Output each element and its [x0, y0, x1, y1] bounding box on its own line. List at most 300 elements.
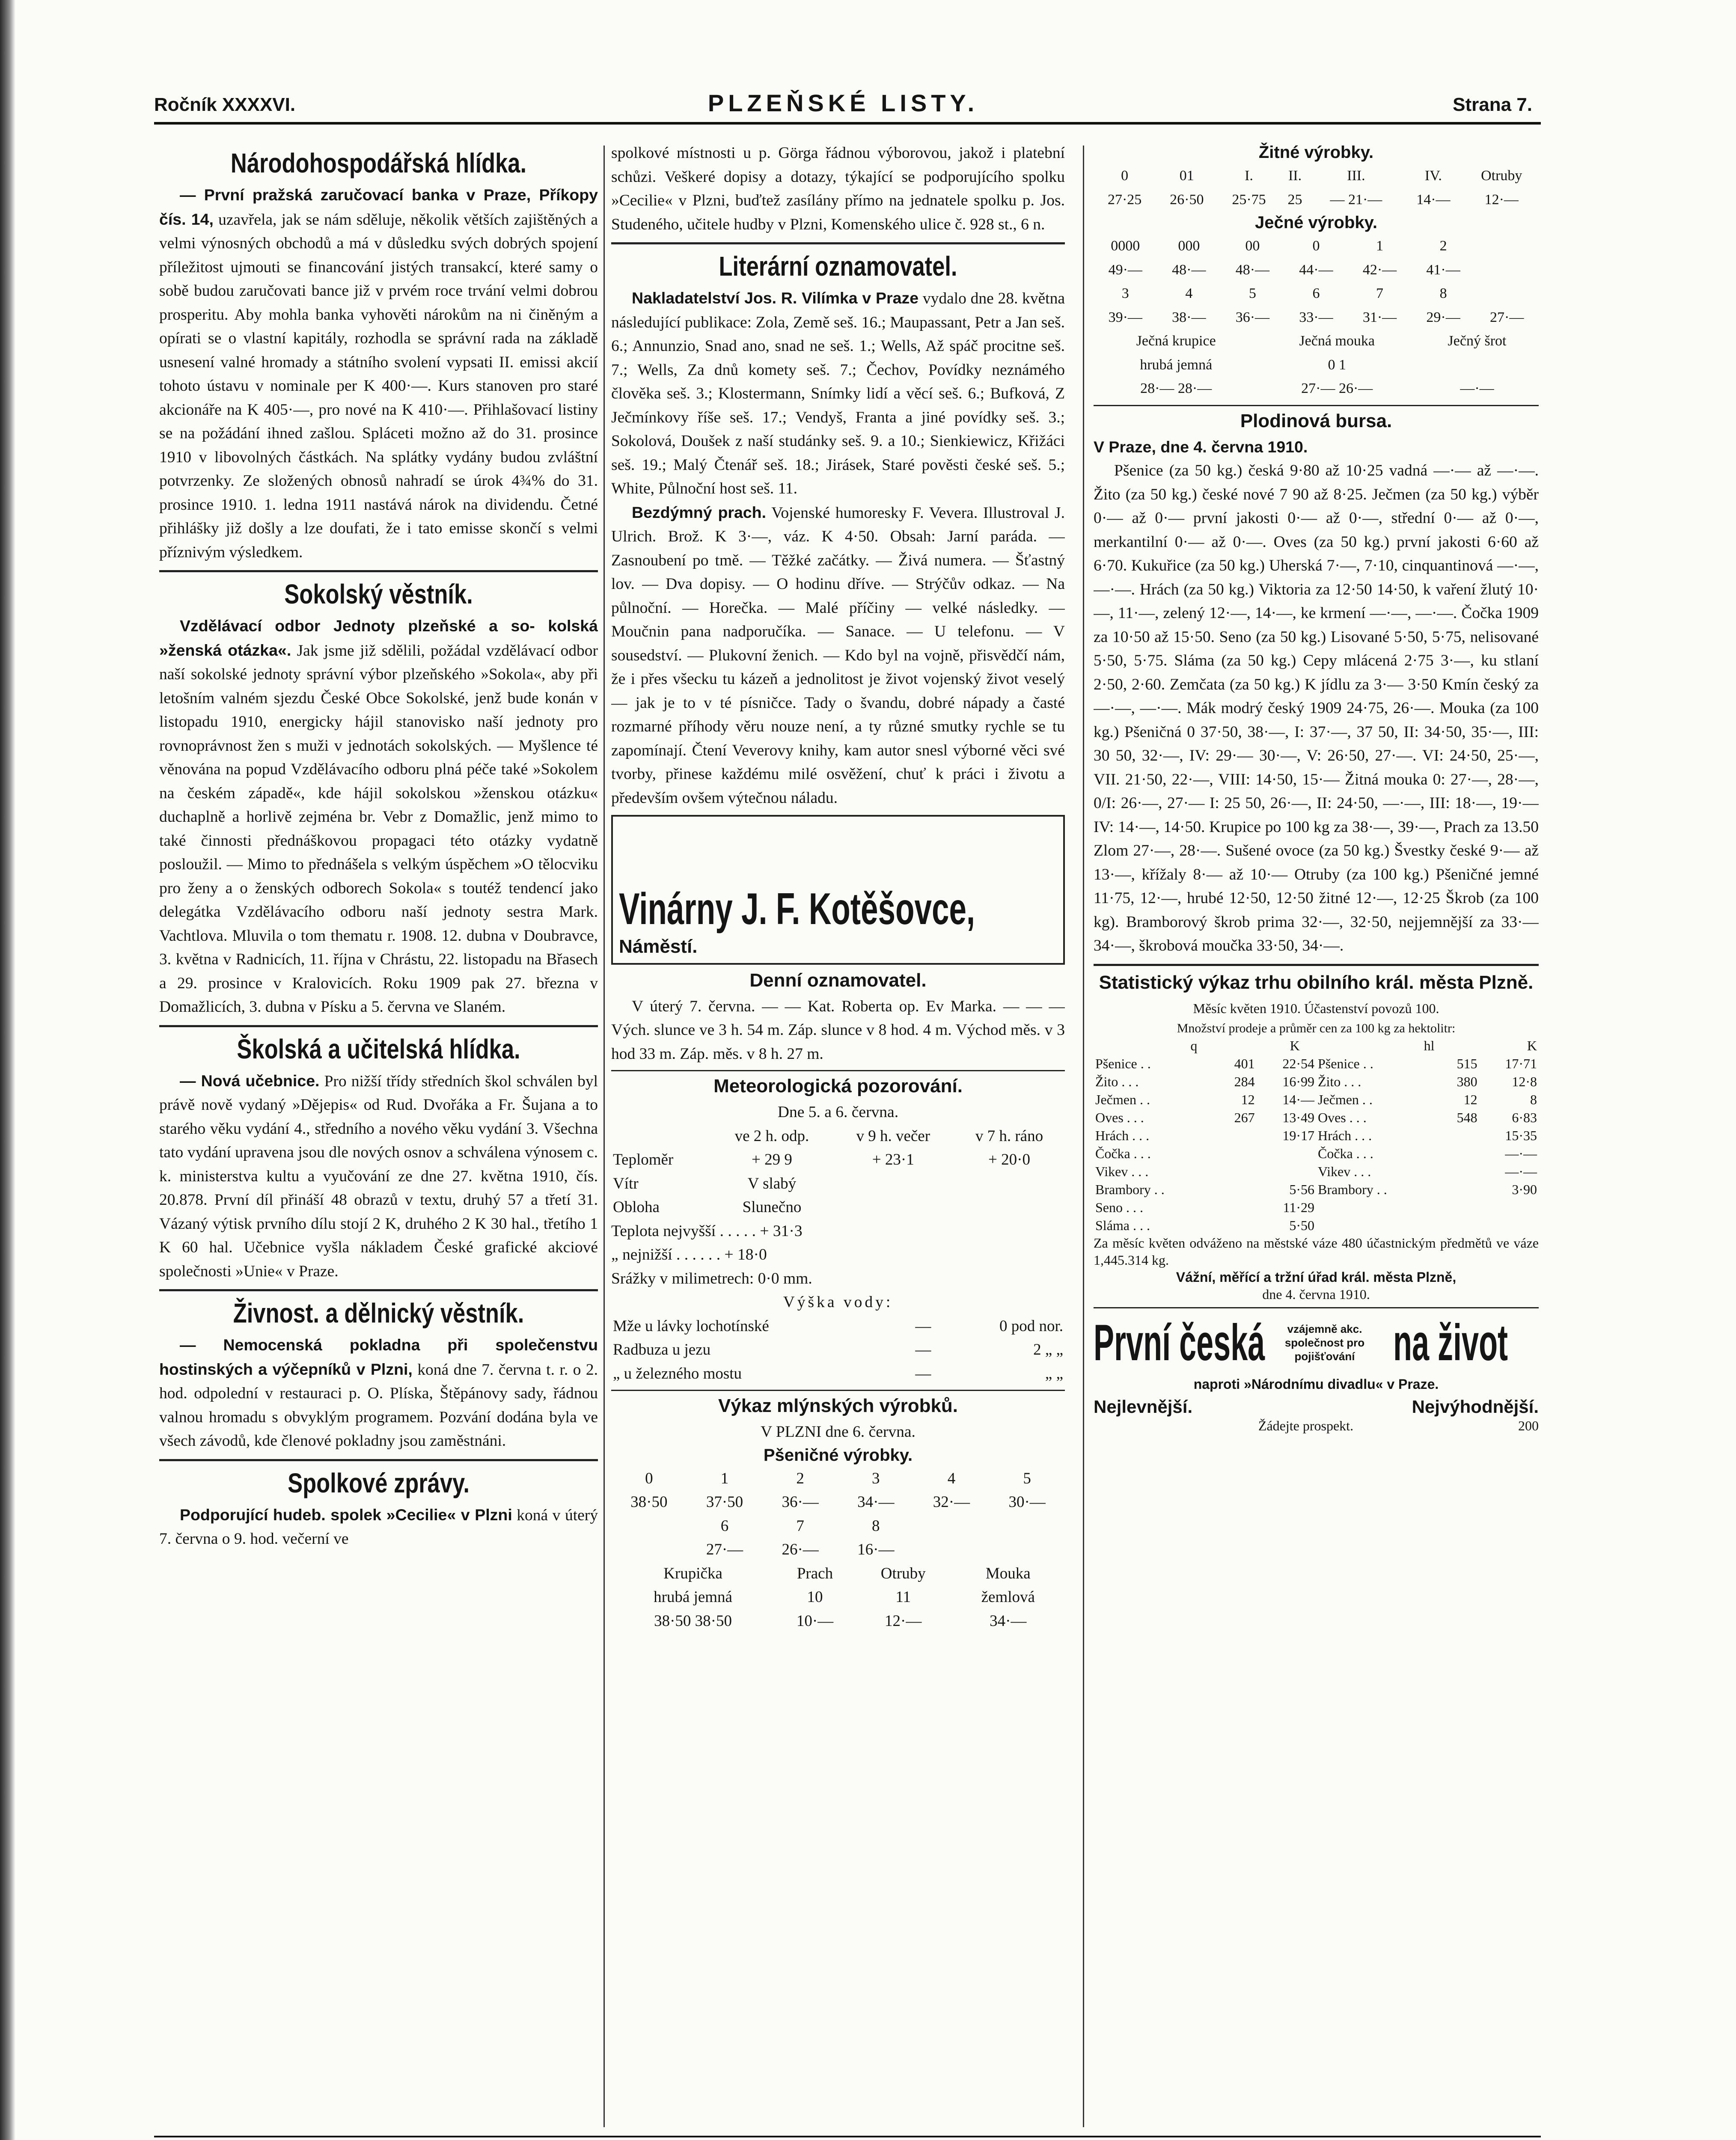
section-divider — [159, 1025, 598, 1027]
statistics-cell — [1479, 1216, 1539, 1234]
weather-cell: Vítr — [613, 1174, 639, 1192]
barley-grade: 4 — [1185, 285, 1193, 301]
weather-table — [611, 1124, 1065, 1219]
bursa-date: V Praze, dne 4. června 1910. — [1094, 437, 1308, 456]
barley-other-table — [1094, 329, 1539, 401]
barley-title: Ječné výrobky. — [1254, 213, 1378, 232]
barley-grade: 5 — [1248, 285, 1256, 301]
weather-header-cell — [611, 1124, 711, 1148]
statistics-row — [1094, 1091, 1539, 1109]
statistics-cell: —·— — [1505, 1164, 1537, 1179]
statistics-cell — [1216, 1198, 1256, 1216]
insurance-address: naproti »Národnímu divadlu« v Praze. — [1193, 1376, 1439, 1392]
mill-price: 38·50 38·50 — [654, 1612, 732, 1630]
weather-cell — [833, 1172, 954, 1196]
statistics-cell — [1439, 1216, 1479, 1234]
section-title-clubs: Spolkové zprávy. — [288, 1467, 470, 1498]
barley-sub-row — [1094, 353, 1539, 377]
rye-grade: I. — [1245, 168, 1253, 184]
wine-bar-name: Vinárny J. F. Kotěšovce, — [619, 884, 975, 934]
column-divider-1 — [603, 146, 605, 2127]
barley-price: 27·— — [1490, 309, 1524, 325]
barley-product: Ječná mouka — [1299, 333, 1375, 349]
statistics-cell: Hrách . . . — [1317, 1128, 1372, 1143]
rye-price: 27·25 — [1107, 191, 1142, 208]
section-title-mill: Výkaz mlýnských výrobků. — [718, 1395, 958, 1416]
section-divider — [611, 1390, 1065, 1391]
weather-cell — [954, 1172, 1065, 1196]
page-number: Strana 7. — [1453, 94, 1532, 115]
statistics-cell — [1439, 1162, 1479, 1180]
clubs-body: koná v úterý 7. června o 9. hod. večerní ve — [159, 1506, 598, 1548]
barley-grade: 000 — [1178, 238, 1200, 254]
section-title-literary: Literární oznamovatel. — [719, 251, 957, 282]
statistics-cell: 8 — [1530, 1092, 1537, 1107]
mill-wheat-table — [611, 1467, 1065, 1562]
mill-sub: 11 — [895, 1588, 911, 1606]
statistics-cell: 380 — [1457, 1074, 1477, 1089]
weather-cell — [833, 1195, 954, 1219]
barley-price: 41·— — [1426, 262, 1460, 278]
statistics-rows — [1094, 1055, 1539, 1234]
statistics-cell — [1439, 1198, 1479, 1216]
barley-grade: 0000 — [1111, 238, 1140, 254]
insurance-name-2: na život — [1393, 1314, 1508, 1371]
mill-product-row — [611, 1562, 1065, 1586]
statistics-cell: Sláma . . . — [1095, 1218, 1150, 1233]
mill-grade: 3 — [872, 1469, 880, 1487]
statistics-cell — [1316, 1216, 1439, 1234]
statistics-signature: Vážní, měřící a tržní úřad král. města Plzně, — [1176, 1269, 1457, 1285]
barley-price: 42·— — [1362, 262, 1397, 278]
barley-grade-row — [1094, 234, 1539, 258]
statistics-cell: Čočka . . . — [1095, 1146, 1151, 1161]
rye-grade: 01 — [1179, 168, 1194, 184]
rye-price: 25·75 — [1232, 191, 1266, 208]
statistics-row — [1094, 1144, 1539, 1162]
rye-price: 12·— — [1484, 191, 1519, 208]
mill-grade: 5 — [1023, 1469, 1031, 1487]
section-divider — [159, 1459, 598, 1461]
section-divider — [1094, 964, 1539, 966]
rye-grade: III. — [1347, 168, 1365, 184]
literary-2-lead: Bezdýmný prach. — [632, 503, 766, 521]
statistics-row — [1094, 1180, 1539, 1198]
rye-price-row — [1094, 188, 1539, 212]
literary-article — [611, 286, 1065, 501]
volume-number: Ročník XXXXVI. — [154, 94, 296, 115]
mill-grade: 1 — [720, 1469, 729, 1487]
school-article — [159, 1069, 598, 1284]
statistics-cell — [1216, 1162, 1256, 1180]
statistics-cell — [1439, 1180, 1479, 1198]
school-body: Pro nižší třídy středních škol schválen byl právě nově vydaný »Dějepis« od Rud. Dvořáka a Fr. Šujana a to starého věku vydání 4., středního a nového věku vydání 3. Všechna tato vydání upravena jsou dle nových osnov a schválena výnosem c. k. ministerstva kultu a vyučování ze dne 27. května 1910, čís. 20.878. První díl přináší 48 obrazů v textu, druhý 57 a třetí 31. Vázaný výtisk prvního dílu stojí 2 K, druhého 2 K 30 hal., třetího 1 K 60 hal. Učebnice vyšla nákladem České grafické akciové společnosti »Unie« v Praze. — [159, 1072, 598, 1280]
water-level-cell: „ „ — [1045, 1364, 1063, 1382]
barley-price: 31·— — [1362, 309, 1397, 325]
statistics-cell — [1216, 1216, 1256, 1234]
statistics-cell: 267 — [1234, 1110, 1255, 1125]
barley-grade: 2 — [1439, 238, 1447, 254]
mill-price: 26·— — [782, 1541, 819, 1558]
weather-cell: V slabý — [747, 1174, 797, 1192]
statistics-row — [1094, 1162, 1539, 1180]
barley-grade: 7 — [1376, 285, 1384, 301]
column-3 — [1094, 141, 1539, 2140]
rye-grade: II. — [1288, 168, 1302, 184]
statistics-header — [1094, 1037, 1120, 1055]
mill-price: 38·50 — [630, 1493, 668, 1511]
barley-price: 49·— — [1108, 262, 1142, 278]
statistics-cell — [1316, 1198, 1439, 1216]
header-rule — [154, 122, 1541, 125]
economy-body: uzavřela, jak se nám sděluje, několik větších zajištěných a velmi výnosných obchodů a má v důsledku svých dobrých spojení příležitost ujmouti se financování jistých transakcí, které samy o sobě budou zaručovati bance již v prvém roce trvání velmi dobrou prosperitu. Aby mohla banka vyhověti nárokům na ni činěným a opírati se o vlastní kapitály, rozhodla se správní rada na základě usnesení valné hromady a státního svolení vypsati II. emissi akcií tohoto ústavu v nominale per K 400·—. Kurs stanoven pro staré akcionáře na K 405·—, pro nové na K 410·—. Přihlašovací listiny se na požádání ihned zašlou. Spláceti možno až do 31. prosince 1910 v libovolných částkách. Na splátky vydány budou zvláštní potvrzenky. Ze složených obnosů nahradí se úrok 4¾% do 31. prosince 1910. 1. ledna 1911 nastává nárok na dividendu. Četné přihlášky již došly a lze doufati, že i tato emisse skončí s velmi příznivým výsledkem. — [159, 211, 598, 561]
bursa-body: Pšenice (za 50 kg.) česká 9·80 až 10·25 vadná —·— až —·—. Žito (za 50 kg.) české nové 7 90 až 8·25. Ječmen (za 50 kg.) výběr 0·— až 0·— první jakosti 0·— až 0·—, střední 0·— až 0·—, merkantilní 0·— až 0·—. Oves (za 50 kg.) první jakosti 6·60 až 6·70. Kukuřice (za 50 kg.) Uherská 7·—, 7·10, cinquantinová —·—, —·—. Hrách (za 50 kg.) Viktoria za 12·50 14·50, k vaření žlutý 10·—, 11·—, zelený 12·—, 14·—, ke krmení —·—, —·—. Čočka 1909 za 10·50 až 15·50. Seno (za 50 kg.) Lisované 5·50, 5·75, nelisované 5·50, 5·75. Sláma (za 50 kg.) Cepy mlácená 2·75 3·—, ku stlaní 2·50, 2·60. Zemčata (za 50 kg.) K jídlu za 3·— 3·50 Kmín český za —·—, —·—. Mák modrý český 1909 24·75, 26·—. Mouka (za 100 kg.) Pšeničná 0 37·50, 38·—, I: 37·—, 37 50, II: 34·50, 35·—, III: 30 50, 32·—, IV: 29·— 30·—, V: 26·50, 27·—. VI: 24·50, 25·—, VII. 21·50, 22·—, VIII: 14·50, 15·— Žitná mouka 0: 27·—, 28·—, 0/I: 26·—, 27·— I: 25 50, 26·—, II: 24·50, —·—, III: 18·—, 19·— IV: 14·—, 14·50. Krupice po 100 kg za 38·—, 39·—, Prach za 13.50 Zlom 27·—, 28·—. Sušené ovoce (za 50 kg.) Švestky české 9·— až 13·—, křížaly 8·— až 10·— Otruby (za 100 kg.) Pšeničné jemné 11·75, 12·—, hrubé 12·50, 12·50 žitné 12·—, 12·25 Škrob (za 100 kg). Bramborový škrob prima 32·—, 32·50, nejjemnější za 33·— 34·—, škrobová moučka 33·50, 34·—. — [1094, 462, 1539, 954]
literary-2-body: Vojenské humoresky F. Vevera. Illustroval J. Ulrich. Brož. K 3·—, váz. K 4·50. Obsah: Jarní paráda. — Zasnoubení po tmě. — Těžké začátky. — Živá numera. — Šťastný lov. — Dva dopisy. — O hodinu dříve. — Strýčův odkaz. — Na půlnoční. — Horečka. — Malé příčiny — velké následky. — Moučnin pana nadporučíka. — Sanace. — U telefonu. — V sousedství. — Plukovní ženich. — Kdo byl na vojně, přisvědčí nám, že i přes všecku tu kázeň a jednolitost je život vojenský život veselý — jak je to v té písničce. Tady o švandu, dobré nápady a časté rozmarné příhody věru nouze není, a ty různé smutky rychle se tu zapomínají. Čtení Veverovy knihy, kam autor snesl výborné věci své tvorby, přinese každému milé osvěžení, chuť k práci i životu a především ovšem výtečnou náladu. — [611, 504, 1065, 807]
statistics-cell — [1479, 1198, 1539, 1216]
insurance-row — [1094, 1313, 1539, 1373]
insurance-name-1: První česká — [1094, 1314, 1265, 1371]
statistics-cell: —·— — [1505, 1146, 1537, 1161]
barley-grade: 6 — [1312, 285, 1320, 301]
column-1 — [159, 141, 598, 2140]
statistics-cell — [1257, 1162, 1316, 1180]
barley-price: 29·— — [1426, 309, 1460, 325]
barley-price: 36·— — [1235, 309, 1270, 325]
statistics-cell: 13·49 — [1282, 1110, 1314, 1125]
statistics-cell: 11·29 — [1283, 1200, 1314, 1215]
section-divider — [611, 1070, 1065, 1071]
water-level-row — [611, 1338, 1065, 1362]
barley-price: 48·— — [1235, 262, 1270, 278]
statistics-cell: Čočka . . . — [1317, 1146, 1373, 1161]
wine-bar-advertisement — [611, 815, 1065, 965]
statistics-cell — [1439, 1126, 1479, 1144]
statistics-cell: Vikev . . . — [1095, 1164, 1149, 1179]
statistics-header: K — [1527, 1038, 1537, 1053]
temperature-max: Teplota nejvyšší . . . . . + 31·3 — [611, 1222, 803, 1240]
mill-price: 36·— — [782, 1493, 819, 1511]
water-level-cell: Mže u lávky lochotínské — [613, 1317, 769, 1335]
weather-header-cell: ve 2 h. odp. — [734, 1127, 809, 1145]
statistics-cell: Pšenice . . — [1095, 1056, 1151, 1071]
column-2 — [611, 141, 1065, 2140]
statistics-header-row — [1094, 1037, 1539, 1055]
statistics-cell — [1439, 1144, 1479, 1162]
water-level-title: Výška vody: — [783, 1293, 893, 1311]
weather-row — [611, 1148, 1065, 1172]
statistics-cell: 5·50 — [1289, 1218, 1314, 1233]
rye-price: — 21·— — [1330, 191, 1382, 208]
statistics-cell: Vikev . . . — [1317, 1164, 1371, 1179]
barley-price: 33·— — [1299, 309, 1333, 325]
statistics-cell: 15·35 — [1505, 1128, 1537, 1143]
section-divider — [1094, 405, 1539, 406]
statistics-subtitle: Měsíc květen 1910. Účastenství povozů 100. — [1193, 1000, 1439, 1016]
statistics-cell: Ječmen . . — [1317, 1092, 1373, 1107]
insurance-best: Nejvýhodnější. — [1412, 1396, 1539, 1417]
statistics-cell: 12 — [1463, 1092, 1477, 1107]
trade-article — [159, 1333, 598, 1453]
statistics-cell: 284 — [1234, 1074, 1255, 1089]
literary-body: vydalo dne 28. května následující publikace: Zola, Země seš. 16.; Maupassant, Petr a Jan seš. 6.; Annunzio, Snad ano, snad ne seš. 1.; Wells, Až spáč procitne seš. 7.; Wells, Za dnů komety seš. 7.; Čechov, Povídky neznámého člověka seš. 3.; Klostermann, Snímky lidí a věcí seš. 6.; Bufková, Z Ječmínkovy říše seš. 17.; Vendyš, Franta a jiné povídky seš. 3.; Sokolová, Doušek z naší studánky seš. 9. a 10.; Sienkiewicz, Křižáci seš. 19.; Malý Čtenář seš. 18.; Jirásek, Staré pověsti české seš. 5.; White, Půlnoční host seš. 11. — [611, 290, 1065, 497]
section-title-sokol: Sokolský věstník. — [284, 579, 473, 609]
wine-bar-place: Náměstí. — [619, 936, 698, 957]
mill-grade: 0 — [645, 1469, 653, 1487]
mill-price-row — [611, 1609, 1065, 1633]
barley-grade: 1 — [1376, 238, 1384, 254]
barley-table — [1094, 234, 1539, 329]
weather-cell: Slunečno — [742, 1198, 802, 1216]
section-title-statistics: Statistický výkaz trhu obilního král. města Plzně. — [1099, 972, 1534, 993]
weather-cell: + 23·1 — [872, 1151, 914, 1168]
weather-row — [611, 1172, 1065, 1196]
barley-price: 38·— — [1172, 309, 1206, 325]
barley-product: Ječný šrot — [1448, 333, 1507, 349]
insurance-footer — [1094, 1417, 1539, 1434]
mill-grade-row — [611, 1514, 1065, 1538]
insurance-ad-number: 200 — [1518, 1418, 1539, 1433]
weather-cell: + 29 9 — [752, 1151, 792, 1168]
statistics-cell: 6·83 — [1512, 1110, 1537, 1125]
rye-price: 14·— — [1416, 191, 1451, 208]
statistics-cell: 14·— — [1282, 1092, 1314, 1107]
statistics-cell: Oves . . . — [1317, 1110, 1367, 1125]
statistics-cell — [1216, 1144, 1256, 1162]
insurance-cheapest: Nejlevnější. — [1094, 1396, 1193, 1417]
section-title-daily: Denní oznamovatel. — [749, 969, 927, 991]
weather-cell — [954, 1195, 1065, 1219]
water-level-cell: — — [915, 1317, 931, 1335]
water-level-cell: Radbuza u jezu — [613, 1341, 711, 1358]
literary-lead: Nakladatelství Jos. R. Vilímka v Praze — [632, 289, 919, 307]
statistics-note: Za měsíc květen odváženo na městské váze 480 účastnickým předmětů ve váze 1,445.314 kg. — [1094, 1235, 1539, 1268]
sokol-article — [159, 614, 598, 1019]
barley-price-row — [1094, 377, 1539, 401]
statistics-cell: 515 — [1457, 1056, 1477, 1071]
barley-sub — [1415, 353, 1539, 377]
barley-product-row — [1094, 329, 1539, 353]
mill-price-row — [611, 1538, 1065, 1562]
statistics-cell: 12 — [1241, 1092, 1255, 1107]
water-level-cell: „ u železného mostu — [613, 1364, 742, 1382]
water-level-row — [611, 1362, 1065, 1386]
mill-price: 34·— — [857, 1493, 895, 1511]
trade-body: koná dne 7. června t. r. o 2. hod. odpolední v restauraci p. O. Plíska, Štěpánovy sady, řádnou valnou hromadu s obvyklým programem. Pozvání dodána byla ve všech závodů, kde členové pokladny jsou zaměstnáni. — [159, 1361, 598, 1450]
statistics-header: q — [1190, 1038, 1198, 1053]
rye-price: 26·50 — [1170, 191, 1204, 208]
statistics-signature-date: dne 4. června 1910. — [1262, 1287, 1370, 1302]
section-divider — [1094, 1307, 1539, 1308]
mill-price: 10·— — [796, 1612, 834, 1630]
statistics-cell: 22·54 — [1282, 1056, 1314, 1071]
mill-price: 37·50 — [706, 1493, 743, 1511]
barley-grade: 00 — [1245, 238, 1260, 254]
clubs-article — [159, 1503, 598, 1551]
mill-grade: 7 — [796, 1517, 804, 1535]
mill-price: 30·— — [1008, 1493, 1046, 1511]
weather-cell: Obloha — [613, 1198, 660, 1216]
water-level-cell: 0 pod nor. — [999, 1317, 1063, 1335]
statistics-row — [1094, 1073, 1539, 1091]
mill-grade: 8 — [872, 1517, 880, 1535]
statistics-subtitle-2: Množství prodeje a průměr cen za 100 kg za hektolitr: — [1177, 1021, 1456, 1035]
barley-sub: hrubá jemná — [1140, 357, 1213, 373]
page-edge-shadow — [0, 0, 15, 2140]
rye-grade: 0 — [1121, 168, 1129, 184]
mill-grade: 4 — [947, 1469, 956, 1487]
mill-sub: žemlová — [981, 1588, 1035, 1606]
water-level-row — [611, 1314, 1065, 1338]
water-level-cell: 2 „ „ — [1033, 1341, 1063, 1358]
mill-sub-row — [611, 1585, 1065, 1609]
section-divider — [611, 242, 1065, 244]
temperature-min: „ nejnižší . . . . . . + 18·0 — [611, 1246, 767, 1263]
section-title-weather: Meteorologická pozorování. — [713, 1076, 963, 1097]
wine-bar-row — [619, 821, 1057, 935]
precipitation: Srážky v milimetrech: 0·0 mm. — [611, 1269, 812, 1287]
statistics-cell: 19·17 — [1282, 1128, 1314, 1143]
mill-sub: 10 — [807, 1588, 823, 1606]
statistics-cell: Žito . . . — [1095, 1074, 1139, 1089]
statistics-cell: 401 — [1234, 1056, 1255, 1071]
statistics-cell: 17·71 — [1505, 1056, 1537, 1071]
statistics-row — [1094, 1109, 1539, 1126]
barley-price: 39·— — [1108, 309, 1142, 325]
mill-price: 27·— — [706, 1541, 743, 1558]
mill-product: Otruby — [880, 1564, 926, 1582]
barley-grade: 3 — [1121, 285, 1129, 301]
statistics-cell: 3·90 — [1512, 1182, 1537, 1197]
statistics-cell: Ječmen . . — [1095, 1092, 1150, 1107]
statistics-cell: Oves . . . — [1095, 1110, 1144, 1125]
rye-grade: IV. — [1424, 168, 1442, 184]
barley-price-row — [1094, 306, 1539, 330]
statistics-row — [1094, 1055, 1539, 1073]
statistics-cell — [1257, 1144, 1316, 1162]
statistics-row — [1094, 1126, 1539, 1144]
statistics-row — [1094, 1198, 1539, 1216]
statistics-cell: Hrách . . . — [1095, 1128, 1150, 1143]
mill-sub: hrubá jemná — [654, 1588, 732, 1606]
barley-price-row — [1094, 258, 1539, 282]
barley-grade: 0 — [1312, 238, 1320, 254]
clubs-lead: Podporující hudeb. spolek »Cecilie« v Plzni — [180, 1505, 512, 1524]
statistics-header: K — [1290, 1038, 1300, 1053]
economy-article — [159, 183, 598, 564]
mill-price-row — [611, 1490, 1065, 1514]
statistics-cell: Brambory . . — [1317, 1182, 1387, 1197]
rye-table — [1094, 164, 1539, 211]
mill-product: Krupička — [663, 1564, 722, 1582]
clubs-continuation: spolkové místnosti u p. Görga řádnou výborovou, jakož i platební schůzi. Veškeré dopisy a dotazy, týkající se podporujícího spolku »Cecilie« v Plzni, buďtež zasílány přímo na jednatele spolku p. Jos. Studeného, učitele hudby v Plzni, Komenského ulice č. 928 st., 6 n. — [611, 144, 1065, 233]
rye-title: Žitné výrobky. — [1258, 143, 1374, 162]
barley-grade-row — [1094, 282, 1539, 306]
mill-other-table — [611, 1562, 1065, 1633]
weather-header-row — [611, 1124, 1065, 1148]
statistics-header — [1302, 1037, 1328, 1055]
rye-price: 25 — [1287, 191, 1302, 208]
statistics-row — [1094, 1216, 1539, 1234]
water-level-table — [611, 1314, 1065, 1386]
barley-price: 48·— — [1172, 262, 1206, 278]
insurance-company-type: vzájemně akc. společnost pro pojišťování — [1284, 1323, 1365, 1363]
mill-grade-row — [611, 1467, 1065, 1491]
statistics-cell: 16·99 — [1282, 1074, 1314, 1089]
bottom-rule — [154, 2136, 1541, 2137]
barley-price: 27·— 26·— — [1301, 380, 1373, 396]
statistics-table — [1094, 1037, 1539, 1055]
weather-cell: Teploměr — [613, 1151, 674, 1168]
water-level-cell: — — [915, 1341, 931, 1358]
economy-lead: — První pražská zaručovací banka v Praze, Příkopy čís. 14, — [159, 186, 598, 228]
barley-grade: 8 — [1439, 285, 1447, 301]
rye-grade-row — [1094, 164, 1539, 188]
statistics-cell: 5·56 — [1289, 1182, 1314, 1197]
barley-price: —·— — [1460, 380, 1494, 396]
rye-grade: Otruby — [1481, 168, 1522, 184]
mill-price: 12·— — [885, 1612, 922, 1630]
statistics-cell: Pšenice . . — [1317, 1056, 1373, 1071]
sokol-lead: Vzdělávací odbor Jednoty plzeňské a so- kolská »ženská otázka«. — [159, 617, 598, 659]
section-divider — [159, 570, 598, 572]
literary-article-2 — [611, 501, 1065, 810]
mill-price: 32·— — [933, 1493, 970, 1511]
mill-product: Mouka — [985, 1564, 1031, 1582]
barley-price: 28·— 28·— — [1140, 380, 1212, 396]
weather-date: Dne 5. a 6. června. — [777, 1103, 899, 1121]
mill-price: 34·— — [990, 1612, 1027, 1630]
mill-wheat-title: Pšeničné výrobky. — [763, 1445, 913, 1465]
barley-price: 44·— — [1299, 262, 1333, 278]
weather-row — [611, 1195, 1065, 1219]
column-divider-2 — [1083, 146, 1084, 2127]
section-title-economy: Národohospodářská hlídka. — [230, 148, 527, 178]
daily-body: V úterý 7. června. — — Kat. Roberta op. Ev Marka. — — — Vých. slunce ve 3 h. 54 m. Záp. slunce v 8 hod. 4 m. Východ měs. v 3 hod 33 m. Záp. měs. v 8 h. 27 m. — [611, 997, 1065, 1063]
mill-grade: 6 — [720, 1517, 729, 1535]
barley-product: Ječná krupice — [1136, 333, 1216, 349]
mill-date: V PLZNI dne 6. června. — [761, 1423, 916, 1441]
statistics-cell: Žito . . . — [1317, 1074, 1361, 1089]
insurance-advertisement — [1094, 1313, 1539, 1434]
masthead-title: PLZEŇSKÉ LISTY. — [707, 89, 979, 116]
sokol-body: Jak jsme již sdělili, požádal vzdělávací odbor naší sokolské jednoty správní výbor plzeňského »Sokola«, aby při letošním valném sjezdu České Obce Sokolské, jenž bude konán v listopadu 1910, energicky hájil stanovisko naší jednoty pro rovnoprávnost žen s muži v jednotách sokolských. — Myšlence té věnována na popud Vzdělávacího odboru plná péče také »Sokolem na českém západě«, kde hájil sokolskou »ženskou otázku« duchaplně a horlivě zejména br. Vebr z Domažlic, jenž mimo to také činnosti přednáškovou propagaci této otázky vydatně posloužil. — Mimo to přednášela s velkým úspěchem »O tělocviku pro ženy a o ženských odborech Sokola« s toutéž tendencí jako delegátka Vzdělávacího odboru naší jednoty sestra Mark. Vachtlova. Mluvila o tom thematu r. 1908. 12. dubna v Doubravce, 3. května v Radnicích, 11. října v Chrástu, 22. listopadu na Břasech a 29. prosince v Kralovicích. Roku 1909 pak 27. března v Domažlicích, 3. dubna v Písku a 5. června ve Slaném. — [159, 642, 598, 1016]
mill-grade: 2 — [796, 1469, 804, 1487]
statistics-cell: Brambory . . — [1095, 1182, 1165, 1197]
mill-product: Prach — [797, 1564, 833, 1582]
section-title-school: Školská a učitelská hlídka. — [237, 1033, 520, 1064]
statistics-header: hl — [1424, 1038, 1435, 1053]
mill-price: 16·— — [857, 1541, 895, 1558]
statistics-cell — [1216, 1126, 1256, 1144]
section-title-bursa: Plodinová bursa. — [1240, 410, 1392, 431]
statistics-cell: 548 — [1457, 1110, 1477, 1125]
section-divider — [159, 1289, 598, 1291]
school-lead: — Nová učebnice. — [180, 1071, 320, 1090]
barley-sub: 0 1 — [1328, 357, 1346, 373]
statistics-cell: 12·8 — [1512, 1074, 1537, 1089]
weather-header-cell: v 7 h. ráno — [975, 1127, 1043, 1145]
statistics-cell — [1216, 1180, 1256, 1198]
weather-cell: + 20·0 — [988, 1151, 1030, 1168]
water-level-cell: — — [915, 1364, 931, 1382]
trade-lead: — Nemocenská pokladna při společenstvu hostinských a výčepníků v Plzni, — [159, 1336, 598, 1378]
insurance-slogans — [1094, 1397, 1539, 1417]
statistics-cell: Seno . . . — [1095, 1200, 1143, 1215]
section-title-trade: Živnost. a dělnický věstník. — [233, 1298, 524, 1329]
page-header — [154, 86, 1532, 124]
weather-header-cell: v 9 h. večer — [856, 1127, 930, 1145]
insurance-prospect: Žádejte prospekt. — [1258, 1418, 1354, 1433]
